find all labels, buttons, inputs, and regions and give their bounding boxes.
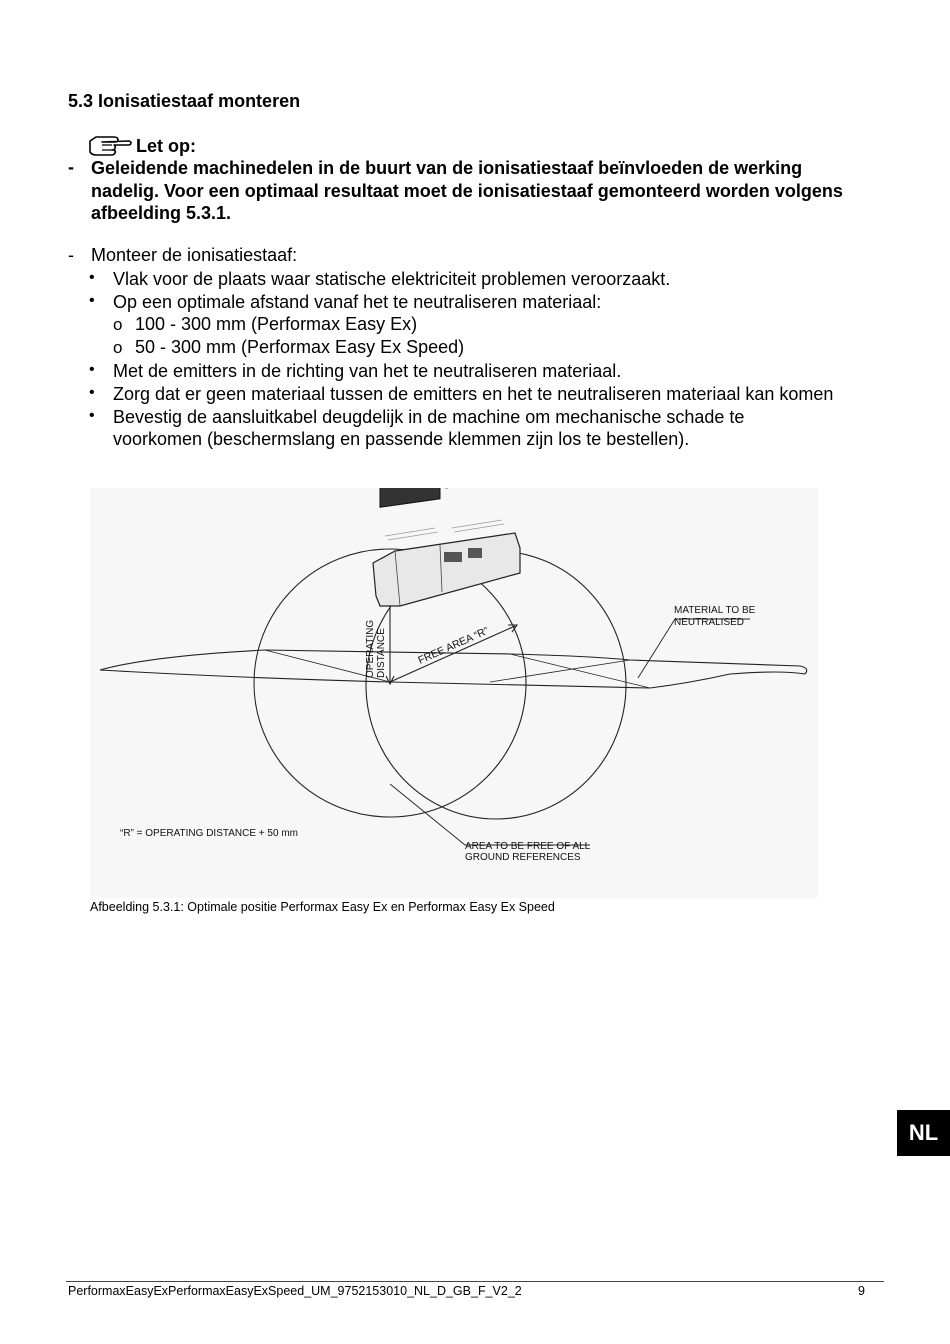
label-material-1: MATERIAL TO BE [674, 605, 756, 616]
bullet-symbol: • [89, 384, 95, 401]
label-operating: OPERATING [365, 619, 376, 678]
list-item: Bevestig de aansluitkabel deugdelijk in de machine om mechanische schade te [113, 407, 745, 427]
sub-list-item: 50 - 300 mm (Performax Easy Ex Speed) [135, 337, 465, 357]
footer-document-id: PerformaxEasyExPerformaxEasyExSpeed_UM_9752153010_NL_D_GB_F_V2_2 [68, 1284, 522, 1298]
sub-bullet-symbol: o [113, 315, 123, 334]
sub-bullet-symbol: o [113, 338, 123, 357]
bullet-symbol: • [89, 407, 95, 424]
label-r-formula: “R” = OPERATING DISTANCE + 50 mm [120, 828, 298, 839]
label-distance: DISTANCE [376, 628, 387, 678]
warning-dash: - [68, 157, 74, 177]
mount-intro: Monteer de ionisatiestaaf: [91, 245, 298, 265]
figure-caption: Afbeelding 5.3.1: Optimale positie Performax Easy Ex en Performax Easy Ex Speed [90, 900, 555, 914]
list-item-continuation: voorkomen (beschermslang en passende klemmen zijn los te bestellen). [113, 429, 690, 449]
bullet-symbol: • [89, 361, 95, 378]
sub-list-item: 100 - 300 mm (Performax Easy Ex) [135, 314, 418, 334]
label-ground-1: AREA TO BE FREE OF ALL [465, 841, 591, 852]
bullet-symbol: • [89, 269, 95, 286]
mounting-diagram [90, 488, 818, 898]
footer-divider [66, 1281, 884, 1282]
bullet-symbol: • [89, 292, 95, 309]
mount-dash: - [68, 245, 74, 265]
list-item: Met de emitters in de richting van het te neutraliseren materiaal. [113, 361, 622, 381]
language-badge: NL [897, 1110, 950, 1156]
list-item: Op een optimale afstand vanaf het te neutraliseren materiaal: [113, 292, 602, 312]
note-header [88, 128, 196, 156]
label-ground-2: GROUND REFERENCES [465, 852, 581, 863]
list-item: Vlak voor de plaats waar statische elektriciteit problemen veroorzaakt. [113, 269, 671, 289]
page-number: 9 [858, 1284, 865, 1298]
section-title: 5.3 Ionisatiestaaf monteren [68, 91, 301, 111]
list-item: Zorg dat er geen materiaal tussen de emitters en het te neutraliseren materiaal kan komen [113, 384, 834, 404]
label-material-2: NEUTRALISED [674, 617, 745, 628]
note-label: Let op: [136, 136, 196, 156]
label-free-area: FREE AREA “R” [416, 624, 491, 667]
pointing-hand-icon [88, 132, 132, 156]
warning-text: Geleidende machinedelen in de buurt van de ionisatiestaaf beïnvloeden de werking nadelig. Voor een optimaal resultaat moet de ionisatiestaaf gemonteerd worden volgens afbeelding 5.3.1. [91, 158, 843, 223]
